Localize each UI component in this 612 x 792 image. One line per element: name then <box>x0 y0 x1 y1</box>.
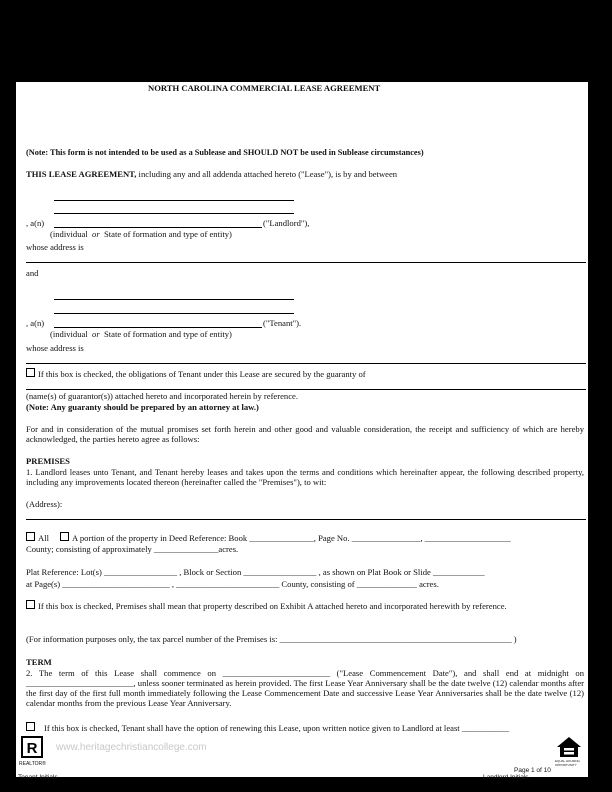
term-heading: TERM <box>26 657 52 667</box>
intro-bold: THIS LEASE AGREEMENT, <box>26 169 137 179</box>
landlord-suffix: ("Landlord"), <box>263 218 310 228</box>
tenant-name-line-1[interactable] <box>54 299 294 300</box>
all-checkbox[interactable] <box>26 532 35 541</box>
guaranty-note: (Note: Any guaranty should be prepared by an attorney at law.) <box>26 402 259 412</box>
exhibit-checkbox-label: If this box is checked, Premises shall mean that property described on Exhibit A attached hereto and incorporated herewith by reference. <box>38 601 507 611</box>
tenant-initials-label: Tenant Initials <box>18 774 58 781</box>
tenant-address-label: whose address is <box>26 343 84 353</box>
tenant-entity-line[interactable] <box>54 327 262 328</box>
all-label: All <box>38 533 49 543</box>
tenant-address-line[interactable] <box>26 363 586 364</box>
plat-line-2: at Page(s) _________________________ , ________________________ County, consisting of ______________ acres. <box>26 579 439 589</box>
guaranty-checkbox-label: If this box is checked, the obligations of Tenant under this Lease are secured by the guaranty of <box>38 369 366 379</box>
guarantor-name-line[interactable] <box>26 389 586 390</box>
tax-parcel-line: (For information purposes only, the tax parcel number of the Premises is: ______________________________________________________ ) <box>26 634 517 644</box>
tenant-suffix: ("Tenant"). <box>263 318 302 328</box>
landlord-name-line-1[interactable] <box>54 200 294 201</box>
sublease-note: (Note: This form is not intended to be used as a Sublease and SHOULD NOT be used in Sublease circumstances) <box>26 148 424 157</box>
realtor-label: REALTOR® <box>19 761 46 767</box>
intro-rest: including any and all addenda attached hereto ("Lease"), is by and between <box>136 169 398 179</box>
landlord-name-line-2[interactable] <box>54 213 294 214</box>
county-line: County; consisting of approximately _______________acres. <box>26 544 239 554</box>
tenant-entity-note: (individual or State of formation and type of entity) <box>50 329 232 339</box>
landlord-address-label: whose address is <box>26 242 84 252</box>
tenant-prefix: , a(n) <box>26 318 45 328</box>
consideration-text: For and in consideration of the mutual promises set forth herein and other good and valuable consideration, the receipt and sufficiency of which are hereby acknowledged, the parties hereto agree as follows: <box>26 424 584 444</box>
equal-housing-label: EQUAL HOUSING OPPORTUNITY <box>555 759 580 767</box>
premises-address-line[interactable] <box>26 519 586 520</box>
page-number: Page 1 of 10 <box>514 767 551 774</box>
address-label: (Address): <box>26 499 63 509</box>
document-title: NORTH CAROLINA COMMERCIAL LEASE AGREEMENT <box>148 83 381 93</box>
tenant-name-line-2[interactable] <box>54 313 294 314</box>
landlord-initials-label: Landlord Initials <box>483 774 529 781</box>
portion-checkbox[interactable] <box>60 532 69 541</box>
document-page <box>16 82 588 781</box>
renew-checkbox[interactable] <box>26 722 35 731</box>
landlord-entity-note: (individual or State of formation and type of entity) <box>50 229 232 239</box>
renew-checkbox-label: If this box is checked, Tenant shall have the option of renewing this Lease, upon written notice given to Landlord at least ___________ <box>44 723 510 733</box>
guaranty-checkbox[interactable] <box>26 368 35 377</box>
term-para: 2. The term of this Lease shall commence on _________________________ ("Lease Commencement Date"), and shall end at midnight on _________________________, unless sooner terminated as herein provided. The first Lease Year Anniversary shall be the date twelve (12) calendar months after the first day of the first full month immediately following the Lease Commencement Date and successive Lease Year Anniversaries shall be the date twelve (12) calendar months from the previous Lease Year Anniversary. <box>26 668 584 708</box>
guarantor-line-text: (name(s) of guarantor(s)) attached hereto and incorporated herein by reference. <box>26 391 298 401</box>
and-label: and <box>26 268 39 278</box>
plat-line-1: Plat Reference: Lot(s) _________________ , Block or Section _________________ , as shown on Plat Book or Slide ____________ <box>26 567 485 577</box>
portion-label: A portion of the property in Deed Reference: Book _______________, Page No. ________________, ____________________ <box>72 533 511 543</box>
premises-heading: PREMISES <box>26 456 70 466</box>
watermark: www.heritagechristiancollege.com <box>56 742 207 753</box>
svg-text:R: R <box>26 740 38 757</box>
landlord-address-line[interactable] <box>26 262 586 263</box>
premises-para: 1. Landlord leases unto Tenant, and Tenant hereby leases and takes upon the terms and conditions which hereinafter appear, the following described property, including any improvements located thereon (hereinafter called the "Premises"), to wit: <box>26 467 584 487</box>
landlord-entity-line[interactable] <box>54 227 262 228</box>
landlord-prefix: , a(n) <box>26 218 45 228</box>
intro-line <box>26 169 397 179</box>
